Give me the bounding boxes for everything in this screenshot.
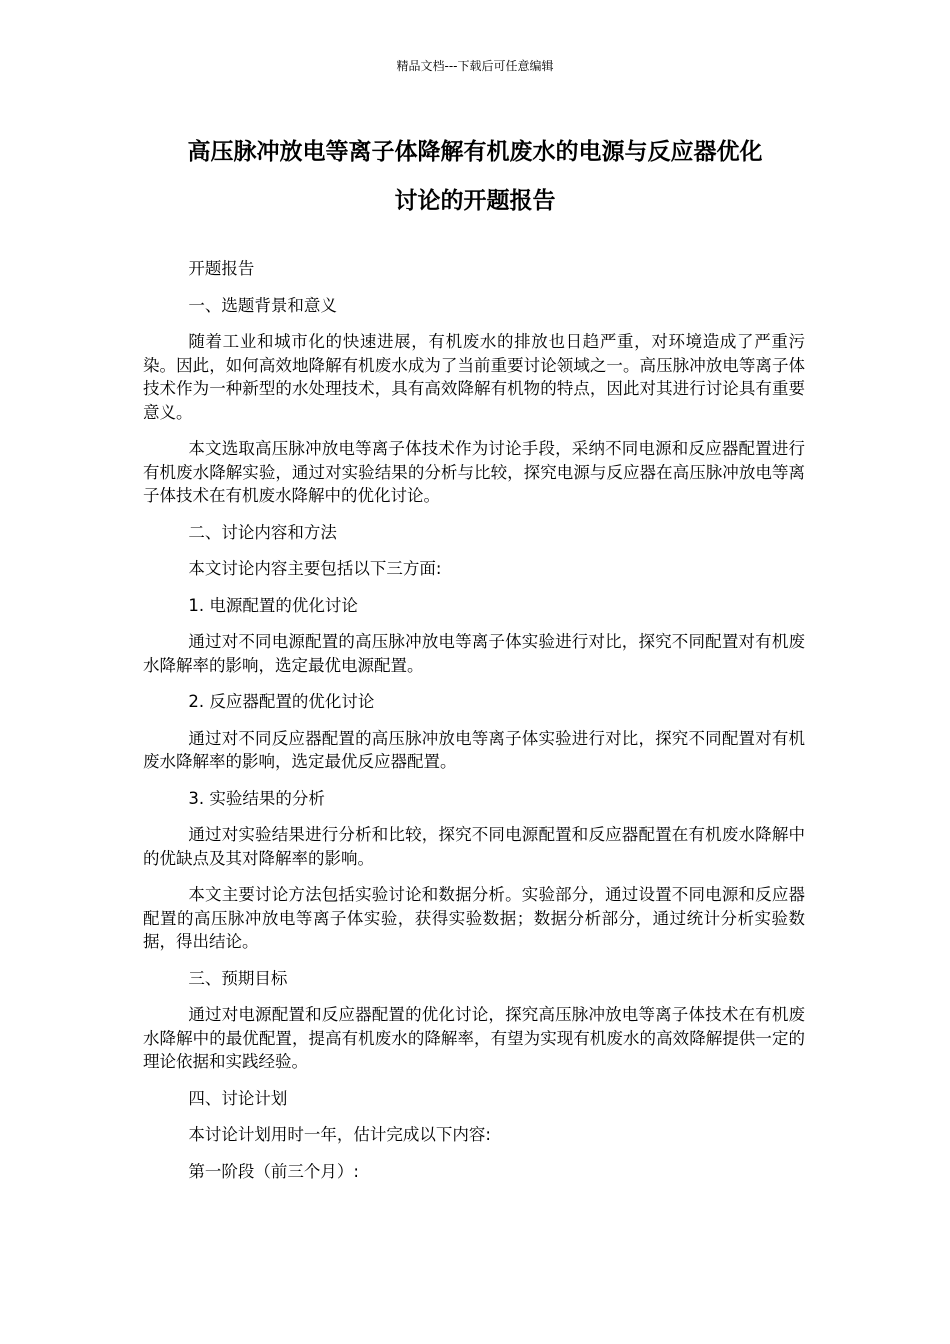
section-heading-content-methods: 二、讨论内容和方法 [188,522,337,542]
section-heading-plan: 四、讨论计划 [188,1088,288,1108]
document-title-line-2: 讨论的开题报告 [394,188,556,214]
document-title-line-1: 高压脉冲放电等离子体降解有机废水的电源与反应器优化 [187,139,763,165]
body-paragraph: 通过对实验结果进行分析和比较，探究不同电源配置和反应器配置在有机废水降解中的优缺点及其对降解率的影响。 [143,825,805,868]
body-paragraph: 随着工业和城市化的快速进展，有机废水的排放也日趋严重，对环境造成了严重污染。因此，如何高效地降解有机废水成为了当前重要讨论领域之一。高压脉冲放电等离子体技术作为一种新型的水处理技术，具有高效降解有机物的特点，因此对其进行讨论具有重要意义。 [143,332,805,422]
section-label-report: 开题报告 [188,259,255,278]
body-paragraph: 本文选取高压脉冲放电等离子体技术作为讨论手段，采纳不同电源和反应器配置进行有机废水降解实验，通过对实验结果的分析与比较，探究电源与反应器在高压脉冲放电等离子体技术在有机废水降解中的优化讨论。 [143,439,805,505]
page-header-note: 精品文档---下载后可任意编辑 [396,59,554,73]
subheading-reactor: 2. 反应器配置的优化讨论 [188,692,375,711]
body-paragraph: 本文讨论内容主要包括以下三方面: [188,559,442,578]
body-paragraph: 通过对不同反应器配置的高压脉冲放电等离子体实验进行对比，探究不同配置对有机废水降解率的影响，选定最优反应器配置。 [143,728,805,771]
section-heading-goals: 三、预期目标 [188,968,288,988]
document-body [143,257,805,1196]
subheading-result-analysis: 3. 实验结果的分析 [188,788,325,808]
body-paragraph: 通过对电源配置和反应器配置的优化讨论，探究高压脉冲放电等离子体技术在有机废水降解中的最优配置，提高有机废水的降解率，有望为实现有机废水的高效降解提供一定的理论依据和实践经验。 [143,1005,805,1071]
body-paragraph: 通过对不同电源配置的高压脉冲放电等离子体实验进行对比，探究不同配置对有机废水降解率的影响，选定最优电源配置。 [143,632,805,675]
subheading-power-supply: 1. 电源配置的优化讨论 [188,595,358,615]
body-paragraph: 本讨论计划用时一年，估计完成以下内容: [188,1125,491,1144]
body-paragraph: 第一阶段（前三个月）: [188,1161,359,1181]
section-heading-background: 一、选题背景和意义 [188,295,337,315]
body-paragraph: 本文主要讨论方法包括实验讨论和数据分析。实验部分，通过设置不同电源和反应器配置的高压脉冲放电等离子体实验，获得实验数据；数据分析部分，通过统计分析实验数据，得出结论。 [143,885,805,951]
